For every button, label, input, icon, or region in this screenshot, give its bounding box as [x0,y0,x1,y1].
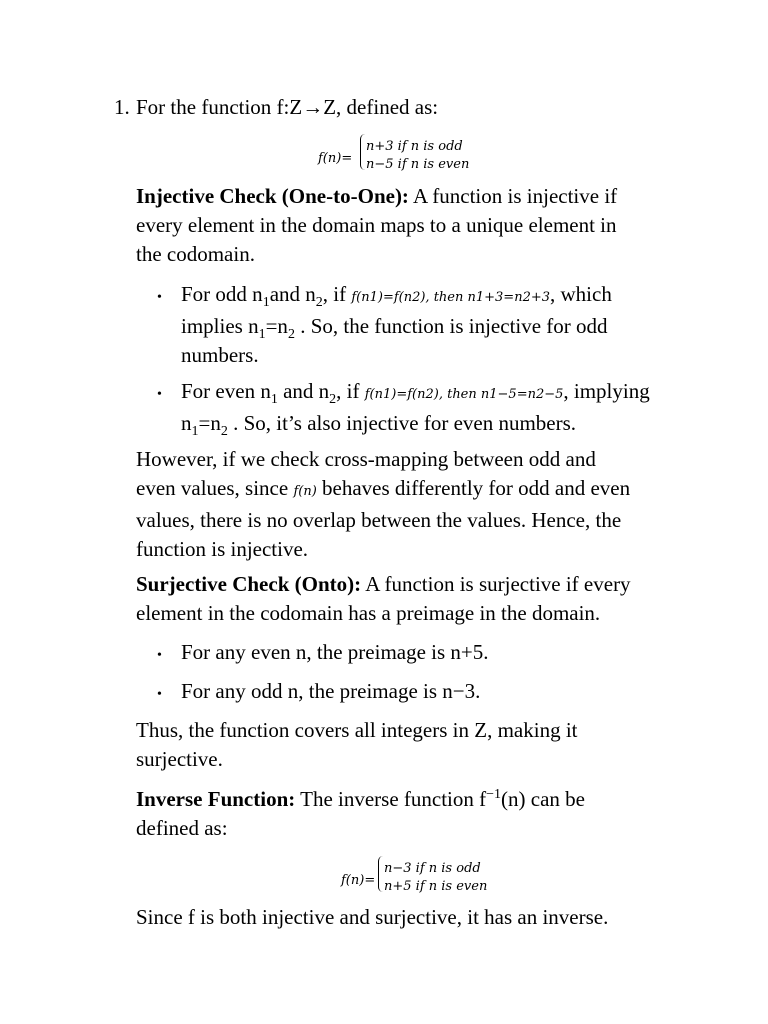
inline-math: f(n1)=f(n2), then n1−5=n2−5 [364,387,564,402]
bullet-even-text: , if [336,379,365,403]
inline-math: f(n) [293,484,317,499]
however-paragraph [136,445,696,564]
bullet-odd-text: numbers. [181,343,259,367]
equation-case-1: n−3 if n is odd [384,861,481,876]
equation-lhs: f(n)= [318,151,353,166]
surjective-text-2: element in the codomain has a preimage in the domain. [136,601,601,625]
equation-lhs: f(n)= [341,873,376,888]
subscript: 1 [258,327,266,343]
bullet-odd [181,280,681,370]
however-text-2b: behaves differently for odd and even [316,476,631,500]
inverse-text-1b: (n) can be [501,787,585,811]
inline-math: f(n1)=f(n2), then n1+3=n2+3 [351,290,550,305]
bullet-icon: • [157,387,162,402]
however-text-4: function is injective. [136,537,309,561]
bullet-odd-text: , if [322,282,352,306]
list-number: 1. [114,95,130,119]
bullet-icon: • [157,648,162,663]
surjective-paragraph [136,570,696,628]
thus-paragraph [136,716,696,774]
inverse-heading: Inverse Function: [136,787,296,811]
subscript: 2 [329,392,337,408]
bullet-even [181,377,681,438]
bullet-even-text: =n [198,411,221,435]
subscript: 2 [315,295,323,311]
equation-case-1: n+3 if n is odd [366,139,463,154]
bullet-odd-text: , which [550,282,612,306]
subscript: 2 [287,327,295,343]
bullet-even-text: , implying [563,379,650,403]
intro-text: For the function f:Z→Z, defined as: [136,95,439,119]
surjective-heading: Surjective Check (Onto): [136,572,362,596]
however-text-3: values, there is no overlap between the values. Hence, the [136,508,622,532]
bullet-odd-text: and n [269,282,316,306]
bullet-even-text: For even n [181,379,271,403]
bullet-even-preimage: For any even n, the preimage is n+5. [181,640,489,664]
equation-case-2: n+5 if n is even [384,879,488,894]
thus-text-1: Thus, the function covers all integers in Z, making it [136,718,578,742]
however-text-1: However, if we check cross-mapping between odd and [136,447,596,471]
surjective-text-1: A function is surjective if every [361,572,631,596]
subscript: 2 [220,424,228,440]
bullet-odd-text: implies n [181,314,259,338]
piecewise-equation-2 [341,856,491,896]
inverse-paragraph [136,785,696,843]
superscript: −1 [486,787,502,802]
equation-case-2: n−5 if n is even [366,157,470,172]
piecewise-equation-1 [318,134,468,174]
injective-text-2: every element in the domain maps to a unique element in [136,213,617,237]
injective-text-1: A function is injective if [408,184,618,208]
subscript: 1 [270,392,278,408]
inverse-text-2: defined as: [136,816,228,840]
injective-text-3: the codomain. [136,242,255,266]
bullet-odd-text: . So, the function is injective for odd [294,314,608,338]
inverse-text-1: The inverse function f [295,787,487,811]
injective-paragraph [136,182,696,269]
bullet-icon: • [157,687,162,702]
subscript: 1 [262,295,270,311]
injective-heading: Injective Check (One-to-One): [136,184,409,208]
bullet-even-text: . So, it’s also injective for even numbers. [227,411,577,435]
bullet-even-text: and n [277,379,330,403]
bullet-odd-text: =n [265,314,288,338]
bullet-icon: • [157,290,162,305]
subscript: 1 [191,424,199,440]
conclusion-text: Since f is both injective and surjective, it has an inverse. [136,905,609,929]
however-text-2: even values, since [136,476,294,500]
bullet-even-text: n [181,411,192,435]
bullet-odd-preimage: For any odd n, the preimage is n−3. [181,679,481,703]
thus-text-2: surjective. [136,747,223,771]
bullet-odd-text: For odd n [181,282,263,306]
